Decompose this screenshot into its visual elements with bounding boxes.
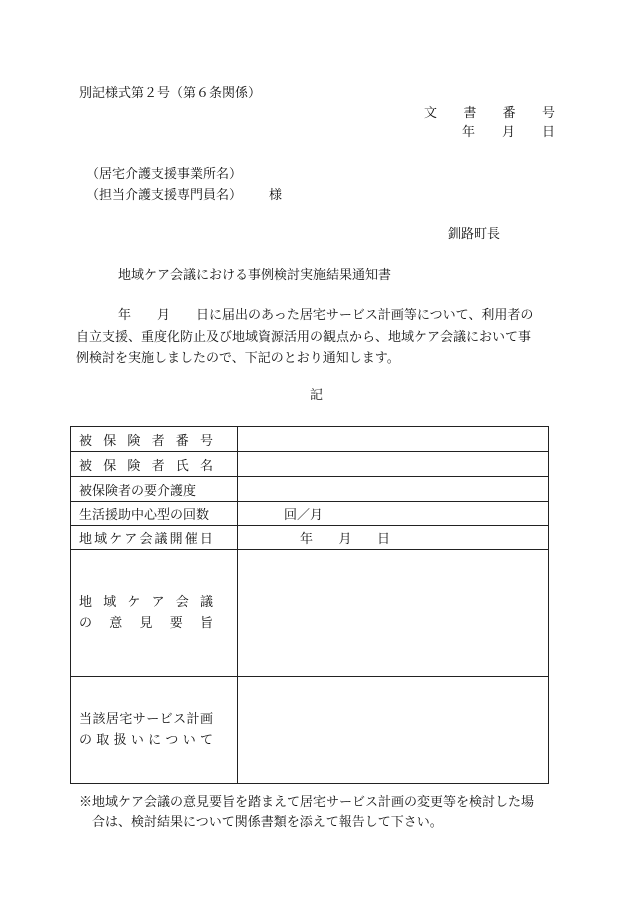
label-glyph: 地 bbox=[79, 532, 93, 547]
care-level-value bbox=[238, 477, 549, 502]
footnote bbox=[79, 793, 559, 833]
label-glyph: 被 bbox=[79, 458, 93, 474]
label-glyph: 催 bbox=[184, 532, 198, 547]
insured-number-label bbox=[79, 430, 213, 449]
label-glyph: 保 bbox=[103, 458, 117, 474]
label-glyph: い bbox=[130, 733, 144, 748]
label-cell bbox=[71, 502, 238, 526]
label-glyph: 者 bbox=[151, 433, 165, 449]
insured-number-value bbox=[238, 427, 549, 452]
office-name: （居宅介護支援事業所名） bbox=[86, 167, 243, 182]
label-glyph: 見 bbox=[139, 616, 153, 631]
footnote-line-1: ※地域ケア会議の意見要旨を踏まえて居宅サービス計画の変更等を検討した場 bbox=[79, 795, 535, 810]
result-table bbox=[70, 426, 549, 784]
body-line-3: 例検討を実施しましたので、下記のとおり通知します。 bbox=[76, 351, 400, 366]
table-row bbox=[71, 427, 549, 452]
manager-name: （担当介護支援専門員名） bbox=[86, 188, 243, 203]
label-glyph: の bbox=[79, 616, 93, 631]
label-glyph: ケ bbox=[109, 532, 123, 547]
label-glyph: ア bbox=[151, 595, 165, 610]
table-row bbox=[71, 452, 549, 477]
label-glyph: に bbox=[148, 733, 162, 748]
table-row bbox=[71, 550, 549, 677]
label-glyph: 開 bbox=[169, 532, 183, 547]
table-row bbox=[71, 477, 549, 502]
assistance-count-value: 回／月 bbox=[284, 508, 324, 523]
label-glyph: 画 bbox=[199, 712, 213, 727]
label-glyph: 扱 bbox=[113, 733, 127, 748]
label-glyph: 地 bbox=[79, 595, 93, 610]
label-cell bbox=[71, 550, 238, 677]
body-line-2: 自立支援、重度化防止及び地域資源活用の観点から、地域ケア会議において事 bbox=[76, 329, 532, 345]
care-level-label: 被保険者の要介護度 bbox=[79, 483, 197, 499]
label-glyph: 議 bbox=[199, 595, 213, 610]
label-glyph: て bbox=[199, 733, 213, 748]
label-glyph: 号 bbox=[541, 106, 555, 121]
insured-name-label bbox=[79, 455, 213, 474]
insured-name-value bbox=[238, 452, 549, 477]
label-glyph: 域 bbox=[94, 532, 108, 547]
table-row bbox=[71, 526, 549, 550]
body-line-1: 年 月 日に届出のあった居宅サービス計画等について、利用者の bbox=[118, 308, 534, 323]
label-glyph: 番 bbox=[175, 433, 189, 449]
label-glyph: 月 bbox=[501, 125, 515, 140]
honorific: 様 bbox=[269, 188, 283, 203]
label-cell bbox=[71, 452, 238, 477]
label-glyph: 会 bbox=[139, 532, 153, 547]
label-glyph: 日 bbox=[199, 532, 213, 547]
label-glyph: 会 bbox=[175, 595, 189, 610]
document-title: 地域ケア会議における事例検討実施結果通知書 bbox=[118, 268, 392, 283]
label-glyph: の bbox=[79, 733, 93, 748]
label-glyph: 該 bbox=[92, 712, 106, 727]
body-paragraph bbox=[76, 305, 554, 370]
opinion-value bbox=[238, 550, 549, 677]
sender: 釧路町長 bbox=[448, 227, 501, 242]
label-glyph: 旨 bbox=[199, 616, 213, 631]
meeting-date-value bbox=[300, 528, 390, 547]
label-glyph: 番 bbox=[502, 106, 516, 121]
assistance-count-label: 生活援助中心型の回数 bbox=[79, 508, 210, 523]
handling-label-line-2 bbox=[79, 730, 213, 751]
label-glyph: 氏 bbox=[175, 458, 189, 474]
table-row bbox=[71, 677, 549, 784]
label-glyph: 険 bbox=[127, 433, 141, 449]
label-glyph: 居 bbox=[105, 712, 119, 727]
label-glyph: ー bbox=[146, 712, 160, 727]
label-glyph: 者 bbox=[151, 458, 165, 474]
handling-value bbox=[238, 677, 549, 784]
label-glyph: 取 bbox=[96, 733, 110, 748]
label-glyph: 域 bbox=[103, 595, 117, 610]
label-glyph: 日 bbox=[541, 125, 555, 140]
label-glyph: 年 bbox=[462, 125, 476, 140]
label-glyph: 被 bbox=[79, 433, 93, 449]
label-glyph: 日 bbox=[376, 532, 390, 547]
meeting-date-label bbox=[79, 528, 213, 547]
label-cell bbox=[71, 526, 238, 550]
label-glyph: 年 bbox=[300, 532, 314, 547]
label-glyph: 計 bbox=[186, 712, 200, 727]
handling-label-line-1 bbox=[79, 709, 213, 730]
label-cell bbox=[71, 427, 238, 452]
footnote-line-2: 合は、検討結果について関係書類を添えて報告して下さい。 bbox=[92, 815, 443, 830]
label-glyph: ア bbox=[124, 532, 138, 547]
label-glyph: サ bbox=[132, 712, 146, 727]
label-glyph: ス bbox=[173, 712, 187, 727]
opinion-label-line-2 bbox=[79, 613, 213, 634]
document-number-label bbox=[424, 106, 555, 122]
label-glyph: 険 bbox=[127, 458, 141, 474]
label-cell bbox=[71, 477, 238, 502]
label-glyph: 宅 bbox=[119, 712, 133, 727]
label-glyph: ビ bbox=[159, 712, 173, 727]
label-glyph: 書 bbox=[463, 106, 477, 121]
label-glyph: ケ bbox=[127, 595, 141, 610]
label-glyph: 号 bbox=[199, 433, 213, 449]
label-glyph: 名 bbox=[199, 458, 213, 474]
label-glyph: 文 bbox=[424, 106, 438, 121]
form-number: 別記様式第２号（第６条関係） bbox=[79, 86, 262, 101]
opinion-label-line-1 bbox=[79, 592, 213, 613]
label-cell bbox=[71, 677, 238, 784]
date-label bbox=[462, 125, 555, 141]
label-glyph: 要 bbox=[169, 616, 183, 631]
value-cell bbox=[238, 526, 549, 550]
ki-mark: 記 bbox=[310, 388, 324, 403]
value-cell bbox=[238, 502, 549, 526]
label-glyph: い bbox=[182, 733, 196, 748]
label-glyph: つ bbox=[165, 733, 179, 748]
table-row bbox=[71, 502, 549, 526]
label-glyph: 月 bbox=[338, 532, 352, 547]
label-glyph: 意 bbox=[109, 616, 123, 631]
label-glyph: 議 bbox=[154, 532, 168, 547]
label-glyph: 保 bbox=[103, 433, 117, 449]
label-glyph: 当 bbox=[79, 712, 93, 727]
